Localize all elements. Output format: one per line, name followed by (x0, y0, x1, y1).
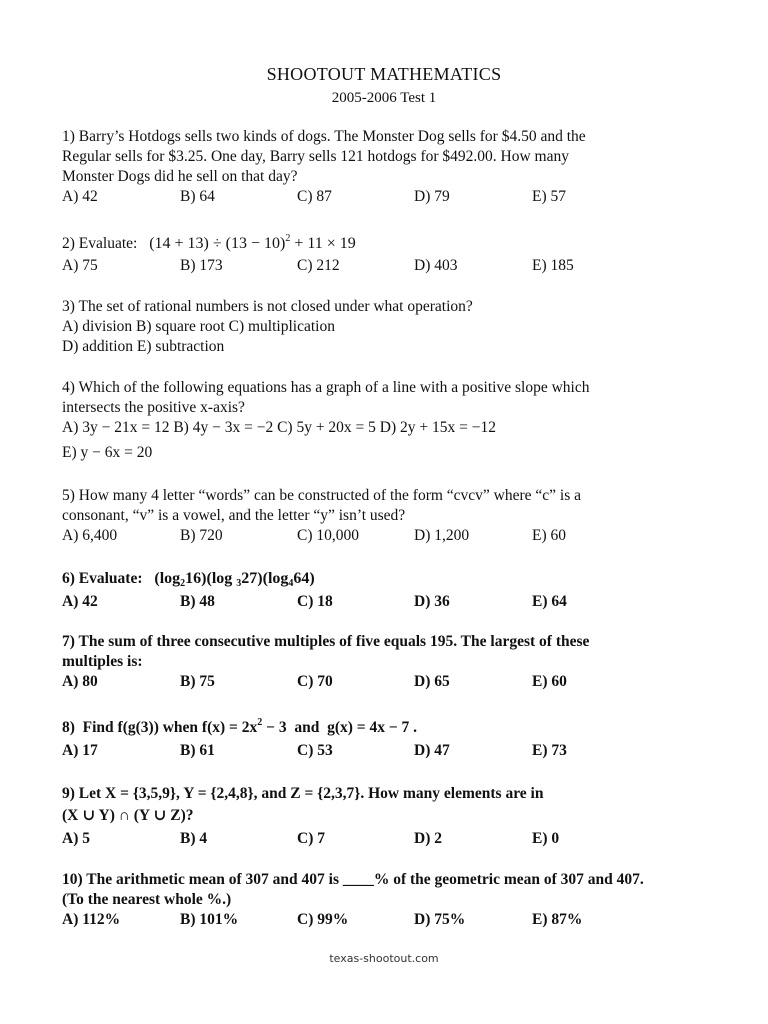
choice-a: A) 80 (62, 673, 98, 690)
answer-choices (62, 741, 722, 761)
page-title: SHOOTOUT MATHEMATICS (266, 64, 502, 84)
question-text-line: 8) Find f(g(3)) when $f(x) = 2x^2 - 3$ and g(x) = 4x − 7 . (62, 717, 418, 736)
choice-a: A) 6,400 (62, 527, 118, 544)
choice-e: E) 0 (532, 830, 560, 847)
exponent: 2 (257, 717, 263, 728)
question-text-line: 5) How many 4 letter “words” can be constructed of the form “cvcv” where “c” is a (62, 487, 582, 504)
question-9 (62, 784, 722, 849)
choice-b: B) 4 (180, 830, 208, 847)
choice-d: D) 47 (414, 742, 450, 759)
question-text-line: Monster Dogs did he sell on that day? (62, 168, 298, 185)
choice-e: E) 60 (532, 673, 567, 690)
choice-d: D) 403 (414, 257, 458, 274)
choice-d: D) 2 (414, 830, 442, 847)
question-text-line: (To the nearest whole %.) (62, 891, 232, 908)
answer-choices (62, 672, 722, 692)
choice-c: C) 53 (297, 742, 333, 759)
choice-b: B) 101% (180, 911, 239, 928)
choice-c: C) 99% (297, 911, 349, 928)
choice-a: A) 42 (62, 593, 98, 610)
choice-d: D) 75% (414, 911, 466, 928)
choice-d: D) 36 (414, 593, 450, 610)
choice-c: C) 7 (297, 830, 325, 847)
choice-d: D) 79 (414, 188, 450, 205)
choice-c: C) 10,000 (297, 527, 359, 544)
question-5 (62, 486, 722, 546)
choice-line: E) y − 6x = 20 (62, 444, 153, 461)
math-expression: $(\log_216)(\log$ $_327)(\log_464)$ (154, 570, 315, 589)
question-text-line: 10) The arithmetic mean of 307 and 407 is ____% of the geometric mean of 307 and 407. (62, 871, 644, 888)
answer-choices (62, 829, 722, 849)
choice-line: D) addition E) subtraction (62, 338, 225, 355)
choice-c: C) 212 (297, 257, 340, 274)
question-text-line: intersects the positive x-axis? (62, 399, 245, 416)
question-7 (62, 632, 722, 692)
choice-b: B) 48 (180, 593, 215, 610)
question-4 (62, 378, 722, 463)
question-text-line: 7) The sum of three consecutive multiples of five equals 195. The largest of these (62, 633, 590, 650)
exponent: 2 (285, 233, 291, 244)
page-subtitle: 2005-2006 Test 1 (331, 90, 437, 106)
question-text-line: 3) The set of rational numbers is not closed under what operation? (62, 298, 473, 315)
question-2 (62, 234, 722, 276)
choice-e: E) 185 (532, 257, 574, 274)
question-text-line: multiples is: (62, 653, 143, 670)
math-expression: $(14 + 13) \div (13 - 10)^2 + 11 \times 19$ (149, 233, 356, 252)
question-8 (62, 718, 722, 761)
choice-a: A) 112% (62, 911, 121, 928)
question-10 (62, 870, 722, 930)
choice-e: E) 57 (532, 188, 567, 205)
choice-c: C) 18 (297, 593, 333, 610)
choice-b: B) 720 (180, 527, 223, 544)
question-prompt: 2) Evaluate: (62, 235, 138, 252)
answer-choices (62, 910, 722, 930)
question-text-line: 1) Barry’s Hotdogs sells two kinds of dogs. The Monster Dog sells for $4.50 and the (62, 128, 586, 145)
question-6 (62, 569, 722, 612)
question-text-line: consonant, “v” is a vowel, and the letter “y” isn’t used? (62, 507, 406, 524)
answer-choices (62, 187, 722, 207)
choice-a: A) 5 (62, 830, 90, 847)
question-text-line: Regular sells for $3.25. One day, Barry sells 121 hotdogs for $492.00. How many (62, 148, 569, 165)
choice-b: B) 64 (180, 188, 215, 205)
choice-b: B) 61 (180, 742, 215, 759)
question-text-line: (X ∪ Y) ∩ (Y ∪ Z)? (62, 807, 194, 824)
question-prompt: 6) Evaluate: (62, 570, 143, 587)
question-text-line (62, 234, 722, 254)
choice-e: E) 60 (532, 527, 567, 544)
choice-c: C) 87 (297, 188, 332, 205)
choice-c: C) 70 (297, 673, 333, 690)
choice-e: E) 64 (532, 593, 567, 610)
choice-line: A) division B) square root C) multiplication (62, 318, 335, 335)
page-footer[interactable]: texas-shootout.com (329, 952, 439, 965)
choice-e: E) 73 (532, 742, 567, 759)
answer-choices (62, 526, 722, 546)
choice-d: D) 65 (414, 673, 450, 690)
choice-line: A) 3y − 21x = 12 B) 4y − 3x = −2 C) 5y + 20x = 5 D) 2y + 15x = −12 (62, 419, 496, 436)
question-3 (62, 297, 722, 357)
choice-a: A) 75 (62, 257, 98, 274)
choice-a: A) 42 (62, 188, 98, 205)
choice-b: B) 75 (180, 673, 215, 690)
question-1 (62, 127, 722, 207)
answer-choices (62, 592, 722, 612)
question-text-line: 9) Let X = {3,5,9}, Y = {2,4,8}, and Z = {2,3,7}. How many elements are in (62, 785, 544, 802)
answer-choices (62, 256, 722, 276)
choice-e: E) 87% (532, 911, 583, 928)
choice-b: B) 173 (180, 257, 223, 274)
question-text-line: 4) Which of the following equations has a graph of a line with a positive slope which (62, 379, 590, 396)
question-text-line (62, 569, 722, 589)
choice-d: D) 1,200 (414, 527, 470, 544)
choice-a: A) 17 (62, 742, 98, 759)
